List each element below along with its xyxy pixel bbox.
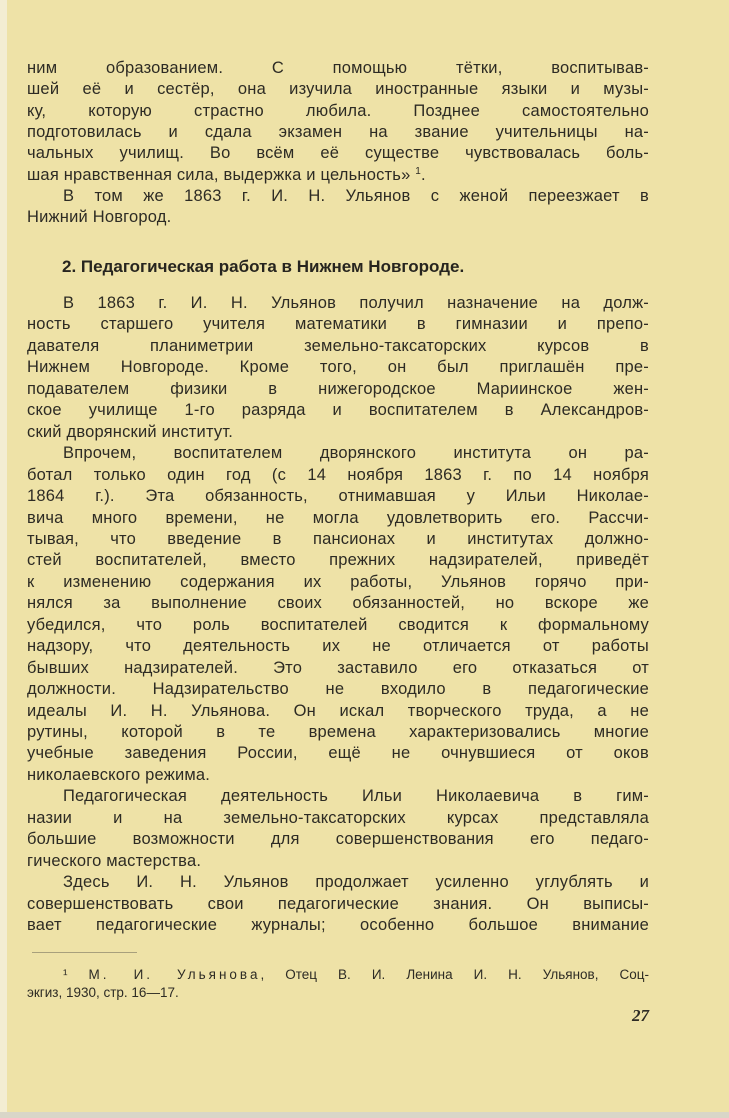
line-text: ним образованием. С помощью тётки, воспитывав- <box>27 59 649 77</box>
text-line <box>27 678 649 700</box>
text-line <box>27 742 649 764</box>
line-text: вает педагогические журналы; особенно большое внимание <box>27 916 649 935</box>
text-line <box>27 828 649 850</box>
line-text: николаевского режима. <box>27 765 211 784</box>
footnote-line-1 <box>63 966 649 984</box>
footnote-source: , Отец В. И. Ленина И. Н. Ульянов, Соц- <box>260 967 649 982</box>
text-line <box>27 142 649 164</box>
footnote-marker: ¹ <box>63 967 68 982</box>
line-text: подготовилась и сдала экзамен на звание учительницы на- <box>27 122 649 141</box>
text-line <box>27 700 649 722</box>
line-text: рутины, которой в те времена характеризовались многие <box>27 723 649 741</box>
line-text: ботал только один год (с 14 ноября 1863 г. по 14 ноября <box>27 465 649 484</box>
line-text: Здесь И. Н. Ульянов продолжает усиленно углублять и <box>63 873 649 892</box>
text-line <box>63 442 649 464</box>
page-edge <box>0 0 7 1118</box>
line-text: большие возможности для совершенствования его педаго- <box>27 830 649 849</box>
sentence-end: . <box>421 165 426 184</box>
scan-border <box>0 1112 729 1118</box>
text-line <box>27 549 649 571</box>
text-line <box>27 528 649 550</box>
text-line <box>27 121 649 143</box>
line-text: чальных училищ. Во всём её существе чувствовалась боль- <box>27 144 649 163</box>
section-heading: 2. Педагогическая работа в Нижнем Новгороде. <box>62 257 465 276</box>
line-text: давателя планиметрии земельно-таксаторских курсов в <box>27 336 649 355</box>
text-line <box>27 721 649 743</box>
text-line <box>27 164 649 186</box>
line-text: надзору, что деятельность их не отличается от работы <box>27 637 649 656</box>
line-text: гического мастерства. <box>27 851 202 870</box>
line-text: идеалы И. Н. Ульянова. Он искал творческого труда, а не <box>27 701 649 720</box>
text-line <box>27 507 649 529</box>
text-line <box>63 185 649 207</box>
line-text: ку, которую страстно любила. Позднее самостоятельно <box>27 101 649 120</box>
text-line <box>27 592 649 614</box>
line-text: стей воспитателей, вместо прежних надзирателей, приведёт <box>27 551 649 570</box>
line-text: шая нравственная сила, выдержка и цельность» <box>27 165 411 184</box>
line-text: Нижний Новгород. <box>27 208 172 227</box>
line-text: совершенствовать свои педагогические знания. Он выписы- <box>27 894 649 913</box>
line-text: Нижнем Новгороде. Кроме того, он был приглашён пре- <box>27 358 649 377</box>
line-text: должности. Надзирательство не входило в педагогические <box>27 680 649 699</box>
footnote-author: М. И. Ульянова <box>88 967 261 982</box>
text-line <box>27 764 649 786</box>
text-line <box>27 421 649 443</box>
line-text: тывая, что введение в пансионах и институтах должно- <box>27 529 649 548</box>
text-line <box>27 57 649 79</box>
line-text: убедился, что роль воспитателей сводится к формальному <box>27 615 649 634</box>
line-text: В том же 1863 г. И. Н. Ульянов с женой переезжает в <box>63 186 649 205</box>
text-line <box>63 871 649 893</box>
line-text: ский дворянский институт. <box>27 422 234 441</box>
text-line <box>27 657 649 679</box>
text-line <box>27 914 649 936</box>
line-text: ность старшего учителя математики в гимназии и препо- <box>27 315 649 334</box>
line-text: 1864 г.). Эта обязанность, отнимавшая у Ильи Николае- <box>27 487 649 506</box>
line-text: подавателем физики в нижегородское Мариинское жен- <box>27 379 649 398</box>
footnote-line-2: экгиз, 1930, стр. 16—17. <box>27 985 179 1000</box>
text-line <box>63 292 649 314</box>
text-line <box>27 335 649 357</box>
text-line <box>27 614 649 636</box>
line-text: назии и на земельно-таксаторских курсах представляла <box>27 808 649 827</box>
text-line <box>27 485 649 507</box>
line-text: бывших надзирателей. Это заставило его отказаться от <box>27 658 649 677</box>
line-text: шей её и сестёр, она изучила иностранные языки и музы- <box>27 80 649 99</box>
text-line <box>27 635 649 657</box>
footnote-divider <box>32 952 137 953</box>
text-line <box>27 850 649 872</box>
line-text: Педагогическая деятельность Ильи Николаевича в гим- <box>63 787 649 806</box>
text-line <box>63 785 649 807</box>
line-text: учебные заведения России, ещё не очнувшиеся от оков <box>27 744 649 763</box>
text-line <box>27 378 649 400</box>
line-text: Впрочем, воспитателем дворянского института он ра- <box>63 444 649 463</box>
text-line <box>27 571 649 593</box>
text-line <box>27 807 649 829</box>
line-text: к изменению содержания их работы, Ульянов горячо при- <box>27 572 649 591</box>
line-text: ское училище 1-го разряда и воспитателем в Александров- <box>27 401 649 420</box>
line-text: нялся за выполнение своих обязанностей, но вскоре же <box>27 594 649 613</box>
text-line <box>27 893 649 915</box>
text-line <box>27 356 649 378</box>
line-text: В 1863 г. И. Н. Ульянов получил назначение на долж- <box>63 294 649 312</box>
page-number: 27 <box>632 1006 649 1025</box>
line-text: вича много времени, не могла удовлетворить его. Рассчи- <box>27 508 649 527</box>
text-line <box>27 100 649 122</box>
footnote-reference: 1 <box>415 165 422 177</box>
text-line <box>27 399 649 421</box>
text-line <box>27 464 649 486</box>
text-line <box>27 78 649 100</box>
text-line <box>27 206 649 228</box>
text-line <box>27 313 649 335</box>
